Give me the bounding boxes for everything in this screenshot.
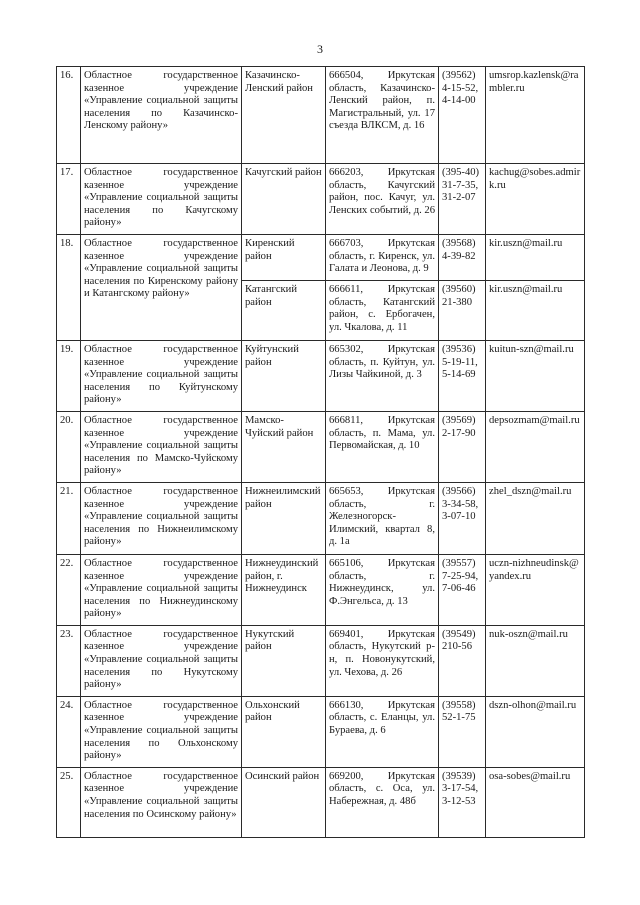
organization-name: Областное государственное казенное учреждение «Управление социальной защиты населения по Качугскому району» xyxy=(81,164,242,235)
email-address: kuitun-szn@mail.ru xyxy=(486,340,585,411)
postal-address: 666504, Иркутская область, Казачинско-Ленский район, п. Магистральный, ул. 17 съезда ВЛКСМ, д. 16 xyxy=(326,67,439,164)
table-row xyxy=(57,164,585,235)
table-row xyxy=(57,625,585,696)
phone-numbers: (39539) 3-17-54, 3-12-53 xyxy=(439,767,486,837)
postal-address: 666703, Иркутская область, г. Киренск, ул. Галата и Леонова, д. 9 xyxy=(326,234,439,280)
organization-name: Областное государственное казенное учреждение «Управление социальной защиты населения по Куйтунскому району» xyxy=(81,340,242,411)
organization-name: Областное государственное казенное учреждение «Управление социальной защиты населения по Осинскому району» xyxy=(81,767,242,837)
organization-name: Областное государственное казенное учреждение «Управление социальной защиты населения по Нукутскому району» xyxy=(81,625,242,696)
district-name: Катангский район xyxy=(242,280,326,340)
email-address: zhel_dszn@mail.ru xyxy=(486,482,585,554)
row-number: 25. xyxy=(57,767,81,837)
postal-address: 666611, Иркутская область, Катангский район, с. Ербогачен, ул. Чкалова, д. 11 xyxy=(326,280,439,340)
postal-address: 665106, Иркутская область, г. Нижнеудинск, ул. Ф.Энгельса, д. 13 xyxy=(326,554,439,625)
email-address: umsrop.kazlensk@rambler.ru xyxy=(486,67,585,164)
page-number: 3 xyxy=(317,42,323,56)
table-row xyxy=(57,340,585,411)
postal-address: 669200, Иркутская область, с. Оса, ул. Набережная, д. 48б xyxy=(326,767,439,837)
row-number: 17. xyxy=(57,164,81,235)
phone-numbers: (39569) 2-17-90 xyxy=(439,411,486,482)
district-name: Осинский район xyxy=(242,767,326,837)
row-number: 16. xyxy=(57,67,81,164)
row-number: 18. xyxy=(57,234,81,340)
postal-address: 665302, Иркутская область, п. Куйтун, ул. Лизы Чайкиной, д. 3 xyxy=(326,340,439,411)
email-address: dszn-olhon@mail.ru xyxy=(486,696,585,767)
email-address: uczn-nizhneudinsk@yandex.ru xyxy=(486,554,585,625)
table-row xyxy=(57,482,585,554)
table-row xyxy=(57,696,585,767)
postal-address: 666130, Иркутская область, с. Еланцы, ул. Бураева, д. 6 xyxy=(326,696,439,767)
phone-numbers: (39560) 21-380 xyxy=(439,280,486,340)
organization-name: Областное государственное казенное учреждение «Управление социальной защиты населения по Нижнеилимскому району» xyxy=(81,482,242,554)
row-number: 20. xyxy=(57,411,81,482)
row-number: 24. xyxy=(57,696,81,767)
district-name: Киренский район xyxy=(242,234,326,280)
district-name: Мамско-Чуйский район xyxy=(242,411,326,482)
phone-numbers: (395-40) 31-7-35, 31-2-07 xyxy=(439,164,486,235)
phone-numbers: (39557) 7-25-94, 7-06-46 xyxy=(439,554,486,625)
email-address: kir.uszn@mail.ru xyxy=(486,234,585,280)
email-address: depsozmam@mail.ru xyxy=(486,411,585,482)
phone-numbers: (39566) 3-34-58, 3-07-10 xyxy=(439,482,486,554)
table-body xyxy=(57,67,585,838)
phone-numbers: (39558) 52-1-75 xyxy=(439,696,486,767)
phone-numbers: (39562) 4-15-52, 4-14-00 xyxy=(439,67,486,164)
district-name: Казачинско-Ленский район xyxy=(242,67,326,164)
postal-address: 666203, Иркутская область, Качугский район, пос. Качуг, ул. Ленских событий, д. 26 xyxy=(326,164,439,235)
district-name: Ольхонский район xyxy=(242,696,326,767)
phone-numbers: (39549) 210-56 xyxy=(439,625,486,696)
district-name: Нукутский район xyxy=(242,625,326,696)
district-name: Куйтунский район xyxy=(242,340,326,411)
organization-name: Областное государственное казенное учреждение «Управление социальной защиты населения по Мамско-Чуйскому району» xyxy=(81,411,242,482)
row-number: 22. xyxy=(57,554,81,625)
organization-name: Областное государственное казенное учреждение «Управление социальной защиты населения по Ольхонскому району» xyxy=(81,696,242,767)
postal-address: 666811, Иркутская область, п. Мама, ул. Первомайская, д. 10 xyxy=(326,411,439,482)
organization-name: Областное государственное казенное учреждение «Управление социальной защиты населения по Нижнеудинскому району» xyxy=(81,554,242,625)
email-address: kir.uszn@mail.ru xyxy=(486,280,585,340)
table-row xyxy=(57,411,585,482)
row-number: 19. xyxy=(57,340,81,411)
organization-name: Областное государственное казенное учреждение «Управление социальной защиты населения по Казачинско-Ленскому району» xyxy=(81,67,242,164)
district-name: Нижнеилимский район xyxy=(242,482,326,554)
social-protection-offices-table xyxy=(56,66,585,838)
phone-numbers: (39536) 5-19-11, 5-14-69 xyxy=(439,340,486,411)
email-address: kachug@sobes.admirk.ru xyxy=(486,164,585,235)
postal-address: 669401, Иркутская область, Нукутский р-н, п. Новонукутский, ул. Чехова, д. 26 xyxy=(326,625,439,696)
row-number: 23. xyxy=(57,625,81,696)
table-row xyxy=(57,554,585,625)
table-row xyxy=(57,67,585,164)
email-address: nuk-oszn@mail.ru xyxy=(486,625,585,696)
email-address: osa-sobes@mail.ru xyxy=(486,767,585,837)
district-name: Нижнеудинский район, г. Нижнеудинск xyxy=(242,554,326,625)
row-number: 21. xyxy=(57,482,81,554)
table-row xyxy=(57,767,585,837)
district-name: Качугский район xyxy=(242,164,326,235)
organization-name: Областное государственное казенное учреждение «Управление социальной защиты населения по Киренскому району и Катангскому району» xyxy=(81,234,242,340)
table-row xyxy=(57,234,585,280)
postal-address: 665653, Иркутская область, г. Железногорск-Илимский, квартал 8, д. 1а xyxy=(326,482,439,554)
phone-numbers: (39568) 4-39-82 xyxy=(439,234,486,280)
